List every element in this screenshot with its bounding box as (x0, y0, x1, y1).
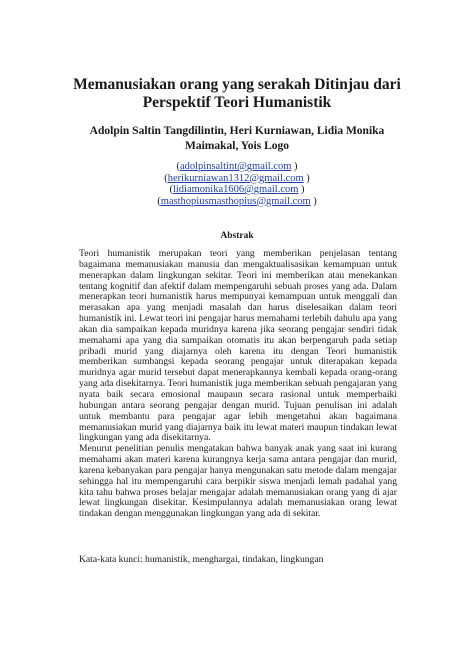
paper-title (40, 76, 434, 112)
email-link[interactable]: lidiamonika1606@gmail.com (172, 184, 299, 195)
email-link[interactable]: adolpinsaltint@gmail.com (179, 161, 292, 172)
email-item: (adolpinsaltint@gmail.com ) (176, 161, 298, 172)
title-line-2: Perspektif Teori Humanistik (142, 94, 332, 111)
abstract-paragraph-2: Menurut penelitian penulis mengatakan bahwa banyak anak yang saat ini kurang memahami akan materi karena kurangnya kerja sama antara pengajar dan murid, karena kebanyakan para pengajar hanya mengunakan satu metode dalam mengajar sehingga hal itu mempengaruhi cara berpikir siswa menjadi lemah padahal yang kita tahu bahwa proses belajar mengajar adalah memanusiakan orang yang di ajar lewat lingkungan disekitar. Kesimpulannya adalah memanusiakan orang lewat tindakan dengan menggunakan lingkungan yang ada di sekitar. (79, 443, 397, 520)
email-link[interactable]: masthopiusmasthopius@gmail.com (160, 195, 311, 207)
abstract-heading: Abstrak (220, 231, 254, 241)
email-item: (masthopiusmasthopius@gmail.com ) (157, 195, 317, 207)
email-item: (lidiamonika1606@gmail.com ) (169, 184, 305, 195)
email-item: (herikurniawan1312@gmail.com ) (164, 172, 310, 184)
keywords: Kata-kata kunci: humanistik, menghargai, tindakan, lingkungan (79, 554, 324, 565)
title-line-1: Memanusiakan orang yang serakah Ditinjau dari (73, 76, 401, 93)
email-list (40, 161, 434, 207)
abstract-paragraph-1: Teori humanistik merupakan teori yang memberikan penjelasan tentang bagaimana memanusiakan manusia dan mengaktualisasikan kemampuan untuk menerapkan dalam lingkungan sekitar. Teori ini memberikan atau menekankan tentang kognitif dan afektif dalam mempengaruhi sebuah proses yang ada. Dalam menerapkan teori humanistik harus mempunyai kemampuan untuk menggali dan merasakan apa yang menjadi masalah dan harus diselesaikan dalam teori humanistik ini. Lewat teori ini pengajar harus memahami terlebih dahulu apa yang akan dia sampaikan kepada muridnya karena jika seorang pengajar sendiri tidak memahami apa yang dia sampaikan otomatis itu akan berpengaruh pada setiap pribadi murid yang diajarnya oleh karena itu dengan Teori humanistik memberikan sumbangsi kepada seorang pengajar untuk diterapakan kepada muridnya agar murid tersebut dapat menerapkannya kembali kepada orang-orang yang ada disekitarnya. Teori humanistik juga memberikan sebuah pengajaran yang nyata baik secara emosional maupaun secara rasional untuk memperbaiki hubungan antara seorang pengajar dengan murid. Tujuan penulisan ini adalah untuk membantu para pengajar agar lebih mengetahui akan bagaimana memanusiakan murid yang diajarnya baik itu lewat materi maupun tindakan lewat lingkungan yang ada disekitarnya. (79, 248, 397, 444)
authors-line-2: Maimakal, Yois Logo (184, 139, 290, 152)
author-list (40, 124, 434, 153)
authors-line-1: Adolpin Saltin Tangdilintin, Heri Kurniawan, Lidia Monika (89, 125, 385, 137)
abstract-body (79, 249, 397, 520)
email-link[interactable]: herikurniawan1312@gmail.com (167, 172, 304, 184)
